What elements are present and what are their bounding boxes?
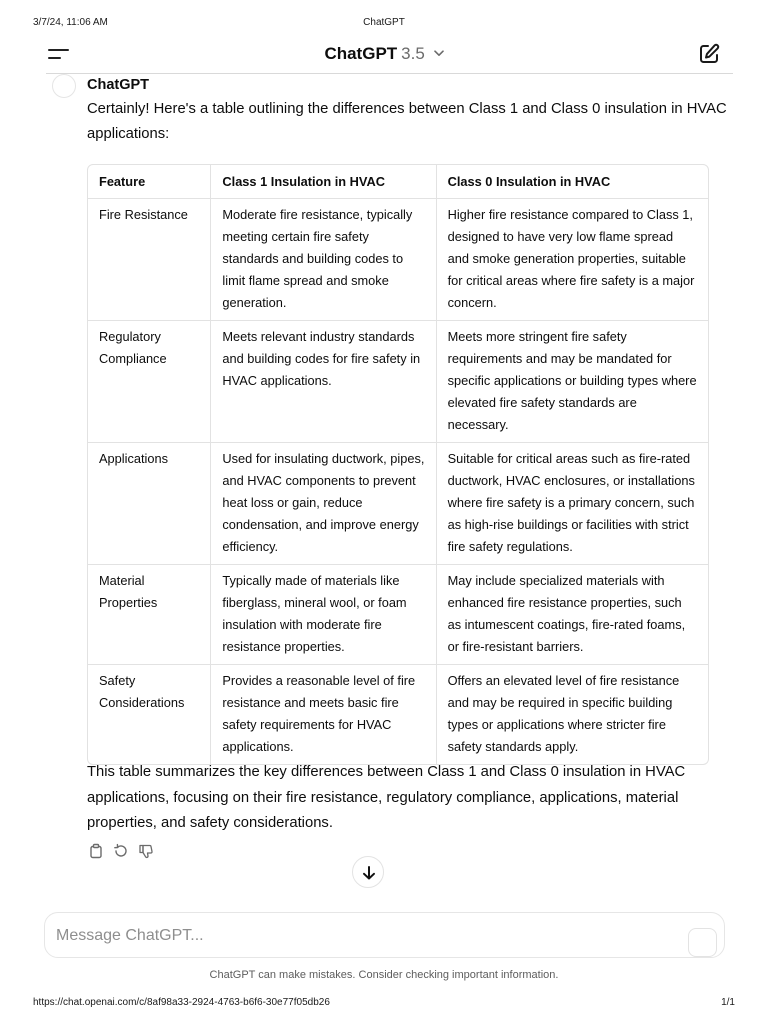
print-footer bbox=[0, 997, 768, 1011]
print-title: ChatGPT bbox=[363, 17, 405, 28]
table-header-cell: Feature bbox=[88, 165, 211, 199]
print-header bbox=[0, 17, 768, 31]
table-row bbox=[88, 665, 708, 765]
edit-icon[interactable] bbox=[697, 42, 721, 66]
message-intro: Certainly! Here's a table outlining the differences between Class 1 and Class 0 insulation in HVAC applications: bbox=[87, 101, 727, 142]
comparison-table bbox=[87, 164, 709, 765]
table-cell-feature: Regulatory Compliance bbox=[88, 321, 211, 443]
message-input[interactable] bbox=[56, 923, 656, 949]
print-url: https://chat.openai.com/c/8af98a33-2924-4763-b6f6-30e77f05db26 bbox=[33, 997, 330, 1008]
table-cell-feature: Applications bbox=[88, 443, 211, 565]
message-author: ChatGPT bbox=[87, 77, 150, 93]
table-cell-class1: Used for insulating ductwork, pipes, and HVAC components to prevent heat loss or gain, reduce condensation, and improve energy efficiency. bbox=[211, 443, 436, 565]
table-cell-class0: Meets more stringent fire safety requirements and may be mandated for specific applications or building types where elevated fire safety standards are necessary. bbox=[436, 321, 708, 443]
model-version: 3.5 bbox=[401, 44, 425, 63]
table-header-cell: Class 1 Insulation in HVAC bbox=[211, 165, 436, 199]
model-name: ChatGPT bbox=[324, 44, 398, 63]
table-cell-class1: Typically made of materials like fiberglass, mineral wool, or foam insulation with moderate fire resistance properties. bbox=[211, 565, 436, 665]
message-composer bbox=[44, 912, 725, 958]
thumbs-down-icon[interactable] bbox=[138, 843, 154, 859]
table-row bbox=[88, 321, 708, 443]
model-selector[interactable] bbox=[0, 44, 768, 64]
send-button[interactable] bbox=[688, 928, 717, 957]
print-page-number: 1/1 bbox=[721, 997, 735, 1008]
table-cell-feature: Safety Considerations bbox=[88, 665, 211, 765]
table-cell-class1: Moderate fire resistance, typically meeting certain fire safety standards and building codes to limit flame spread and smoke generation. bbox=[211, 199, 436, 321]
scroll-down-button[interactable] bbox=[352, 856, 384, 888]
chevron-down-icon bbox=[434, 50, 444, 57]
table-row bbox=[88, 199, 708, 321]
assistant-avatar bbox=[52, 74, 76, 98]
table-row bbox=[88, 565, 708, 665]
table-cell-class0: Higher fire resistance compared to Class 1, designed to have very low flame spread and smoke generation properties, suitable for critical areas where fire safety is a major concern. bbox=[436, 199, 708, 321]
disclaimer: ChatGPT can make mistakes. Consider checking important information. bbox=[209, 969, 559, 981]
topbar bbox=[0, 36, 768, 74]
arrow-down-icon bbox=[361, 865, 377, 881]
table-cell-feature: Fire Resistance bbox=[88, 199, 211, 321]
copy-icon[interactable] bbox=[88, 843, 104, 859]
table-cell-class1: Provides a reasonable level of fire resistance and meets basic fire safety requirements for HVAC applications. bbox=[211, 665, 436, 765]
table-cell-class0: Offers an elevated level of fire resistance and may be required in specific building types or applications where stricter fire safety standards apply. bbox=[447, 673, 680, 754]
table-cell-class0: May include specialized materials with enhanced fire resistance properties, such as intumescent coatings, fire-rated foams, or fire-resistant barriers. bbox=[436, 565, 708, 665]
table-row bbox=[88, 443, 708, 565]
message-summary: This table summarizes the key differences between Class 1 and Class 0 insulation in HVAC applications, focusing on their fire resistance, regulatory compliance, applications, material properties, and safety considerations. bbox=[87, 764, 686, 831]
table-header-row bbox=[88, 165, 708, 199]
print-date: 3/7/24, 11:06 AM bbox=[33, 17, 108, 28]
table-header-cell: Class 0 Insulation in HVAC bbox=[436, 165, 708, 199]
table-cell-class0: Suitable for critical areas such as fire-rated ductwork, HVAC enclosures, or installations where fire safety is a primary concern, such as high-rise buildings or facilities with strict fire safety regulations. bbox=[436, 443, 708, 565]
regenerate-icon[interactable] bbox=[113, 843, 129, 859]
topbar-divider bbox=[46, 73, 733, 74]
table-cell-feature: Material Properties bbox=[88, 565, 211, 665]
table-cell-class1: Meets relevant industry standards and building codes for fire safety in HVAC applications. bbox=[211, 321, 436, 443]
